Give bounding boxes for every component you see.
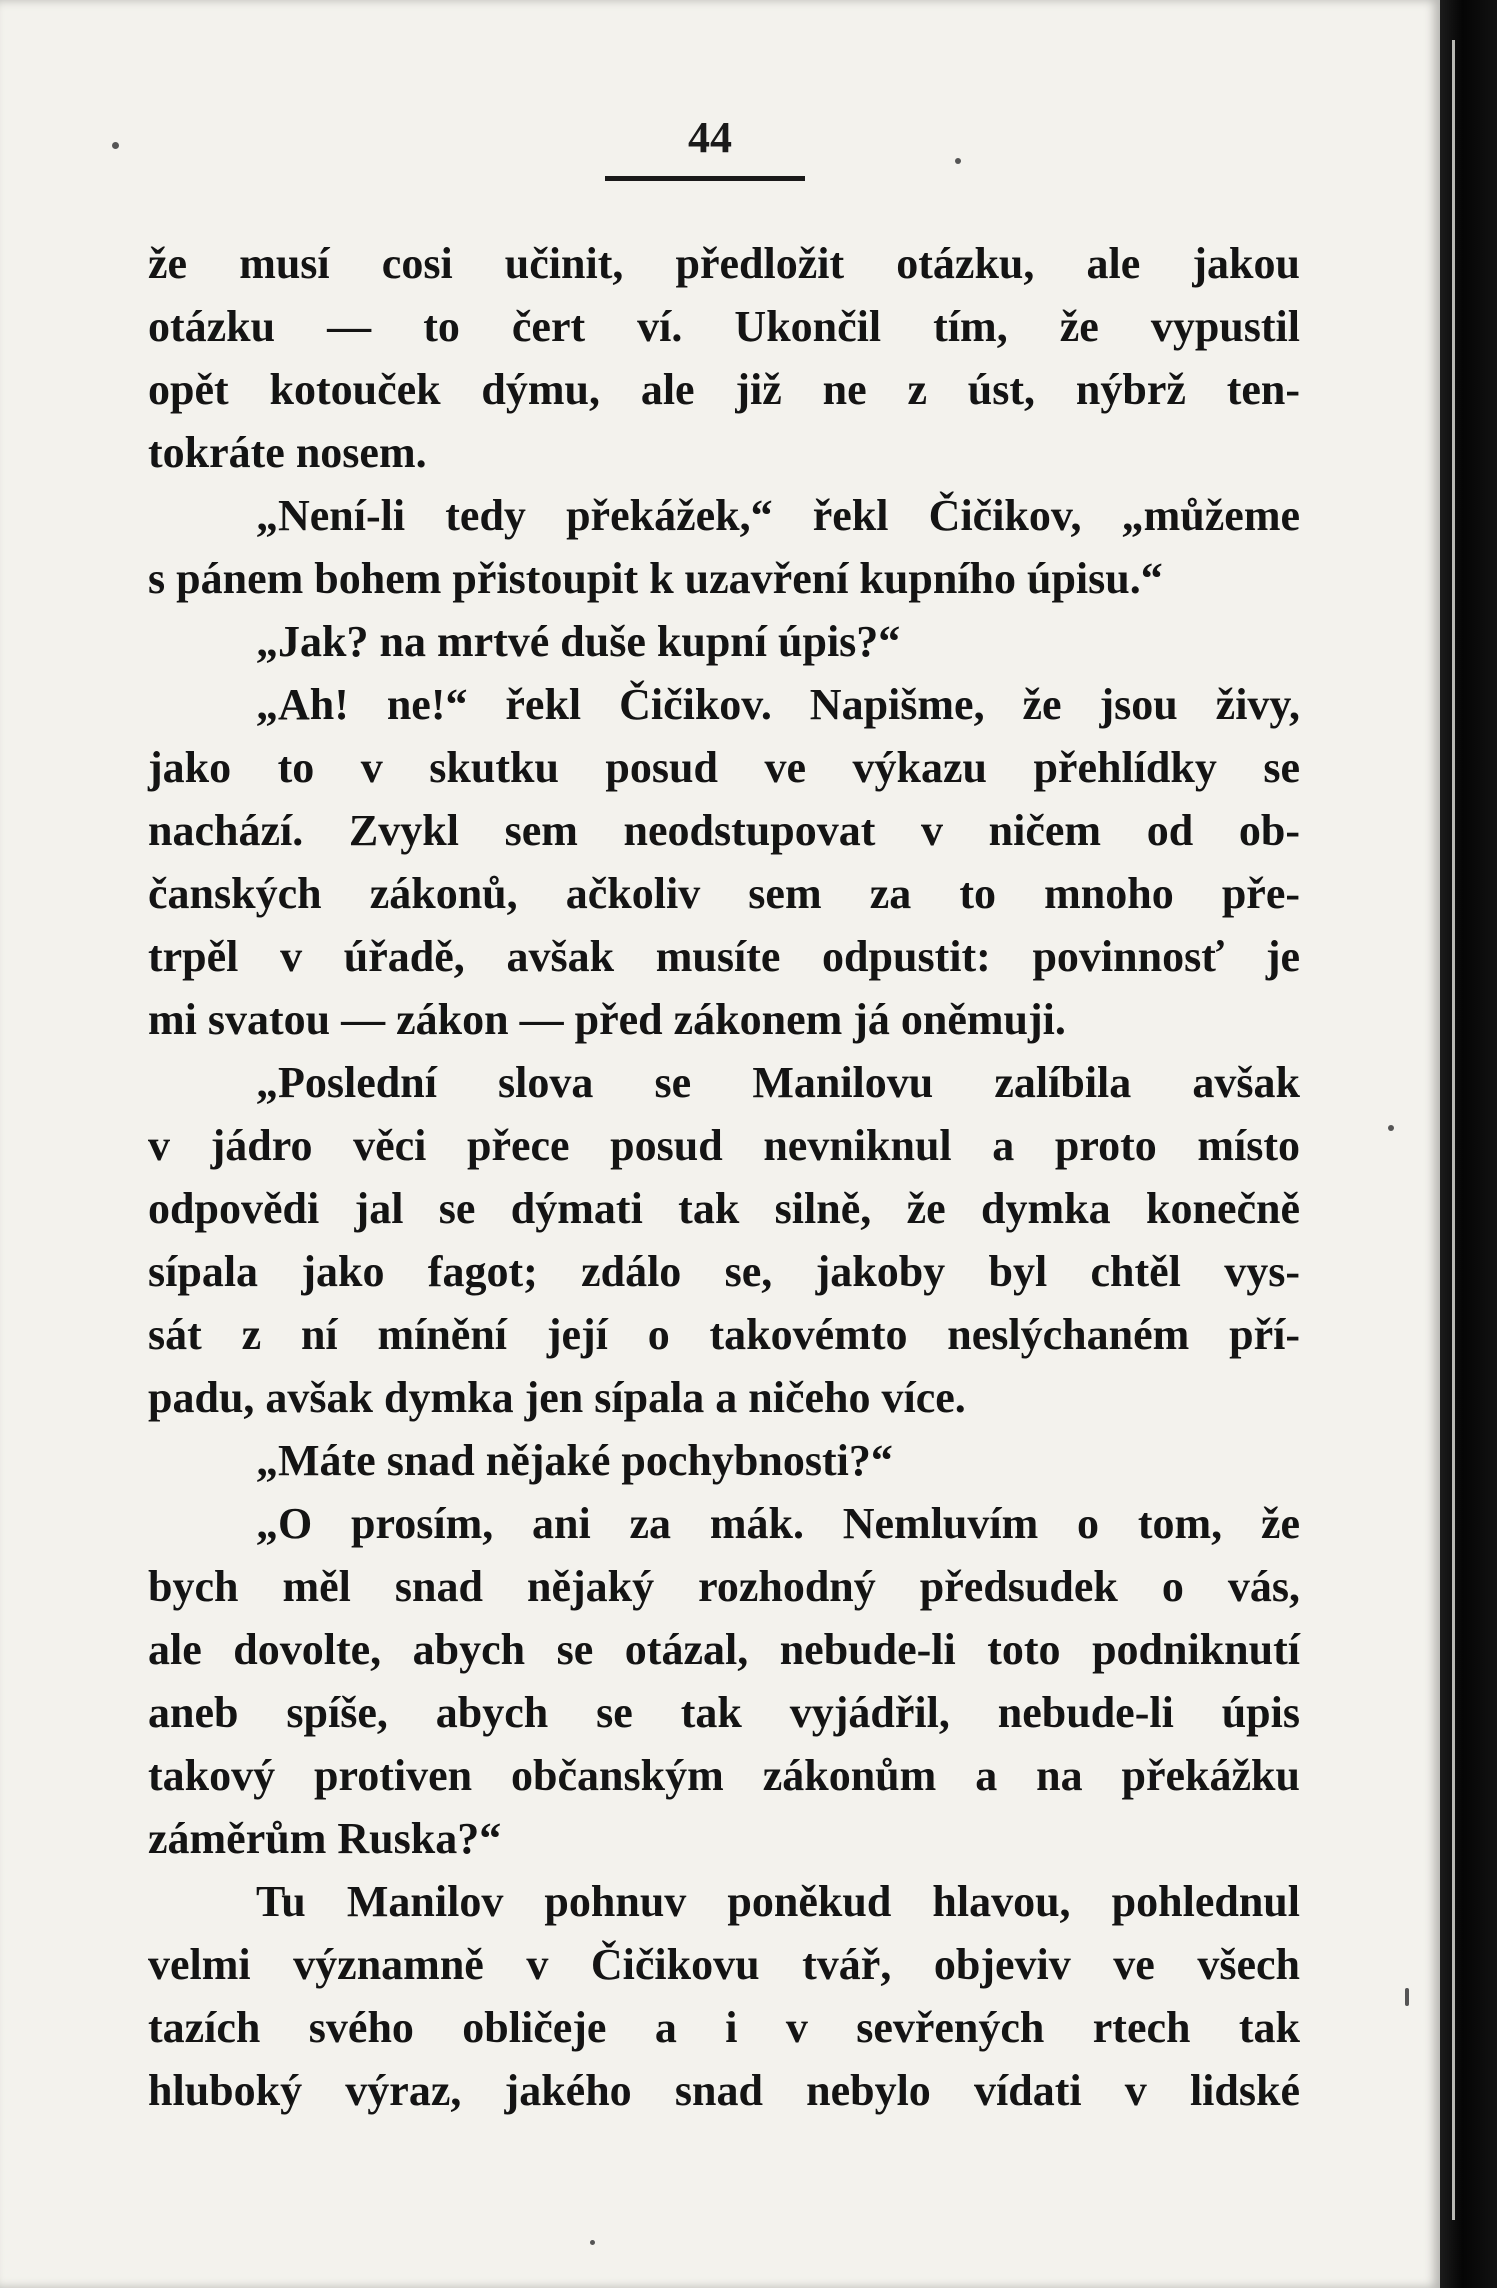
text-line: mi svatou — zákon — před zákonem já oněmuji.	[148, 995, 1066, 1044]
paper-speck	[590, 2240, 595, 2245]
text-line: hluboký výraz, jakého snad nebylo vídati v lidské	[148, 2066, 1300, 2115]
text-line: opět kotouček dýmu, ale již ne z úst, nýbrž ten-	[148, 365, 1300, 414]
paper-speck	[1405, 1988, 1409, 2006]
text-line: „O prosím, ani za mák. Nemluvím o tom, že	[256, 1499, 1300, 1548]
text-line: trpěl v úřadě, avšak musíte odpustit: povinnosť je	[148, 932, 1300, 981]
paper-speck	[955, 158, 961, 164]
page-edge-line	[1452, 40, 1455, 2220]
page-number: 44	[688, 113, 732, 162]
text-line: že musí cosi učinit, předložit otázku, ale jakou	[148, 239, 1300, 288]
text-line: sípala jako fagot; zdálo se, jakoby byl chtěl vys-	[148, 1247, 1300, 1296]
text-line: sát z ní mínění její o takovémto neslýchaném pří-	[148, 1310, 1300, 1359]
text-line: „Není-li tedy překážek,“ řekl Čičikov, „můžeme	[256, 491, 1300, 540]
text-line: v jádro věci přece posud nevniknul a proto místo	[148, 1121, 1300, 1170]
text-line: takový protiven občanským zákonům a na překážku	[148, 1751, 1300, 1800]
paper-speck	[1388, 1125, 1394, 1131]
text-line: „Máte snad nějaké pochybnosti?“	[256, 1436, 893, 1485]
body-text	[148, 232, 1300, 2122]
book-edge	[1440, 0, 1497, 2288]
text-line: „Poslední slova se Manilovu zalíbila avšak	[256, 1058, 1300, 1107]
text-line: záměrům Ruska?“	[148, 1814, 502, 1863]
text-line: Tu Manilov pohnuv poněkud hlavou, pohlednul	[256, 1877, 1300, 1926]
text-line: odpovědi jal se dýmati tak silně, že dymka konečně	[148, 1184, 1300, 1233]
text-line: padu, avšak dymka jen sípala a ničeho více.	[148, 1373, 966, 1422]
text-line: jako to v skutku posud ve výkazu přehlídky se	[148, 743, 1300, 792]
text-line: „Ah! ne!“ řekl Čičikov. Napišme, že jsou živy,	[256, 680, 1300, 729]
text-line: „Jak? na mrtvé duše kupní úpis?“	[256, 617, 901, 666]
text-line: velmi významně v Čičikovu tvář, objeviv ve všech	[148, 1940, 1300, 1989]
text-line: tokráte nosem.	[148, 428, 427, 477]
text-line: bych měl snad nějaký rozhodný předsudek o vás,	[148, 1562, 1300, 1611]
text-line: s pánem bohem přistoupit k uzavření kupního úpisu.“	[148, 554, 1163, 603]
text-line: otázku — to čert ví. Ukončil tím, že vypustil	[148, 302, 1300, 351]
text-line: aneb spíše, abych se tak vyjádřil, nebude-li úpis	[148, 1688, 1300, 1737]
text-line: čanských zákonů, ačkoliv sem za to mnoho pře-	[148, 869, 1300, 918]
text-line: ale dovolte, abych se otázal, nebude-li toto podniknutí	[148, 1625, 1300, 1674]
text-line: tazích svého obličeje a i v sevřených rtech tak	[148, 2003, 1300, 2052]
text-line: nachází. Zvykl sem neodstupovat v ničem od ob-	[148, 806, 1300, 855]
paper-speck	[112, 142, 119, 149]
header-rule	[605, 176, 805, 181]
